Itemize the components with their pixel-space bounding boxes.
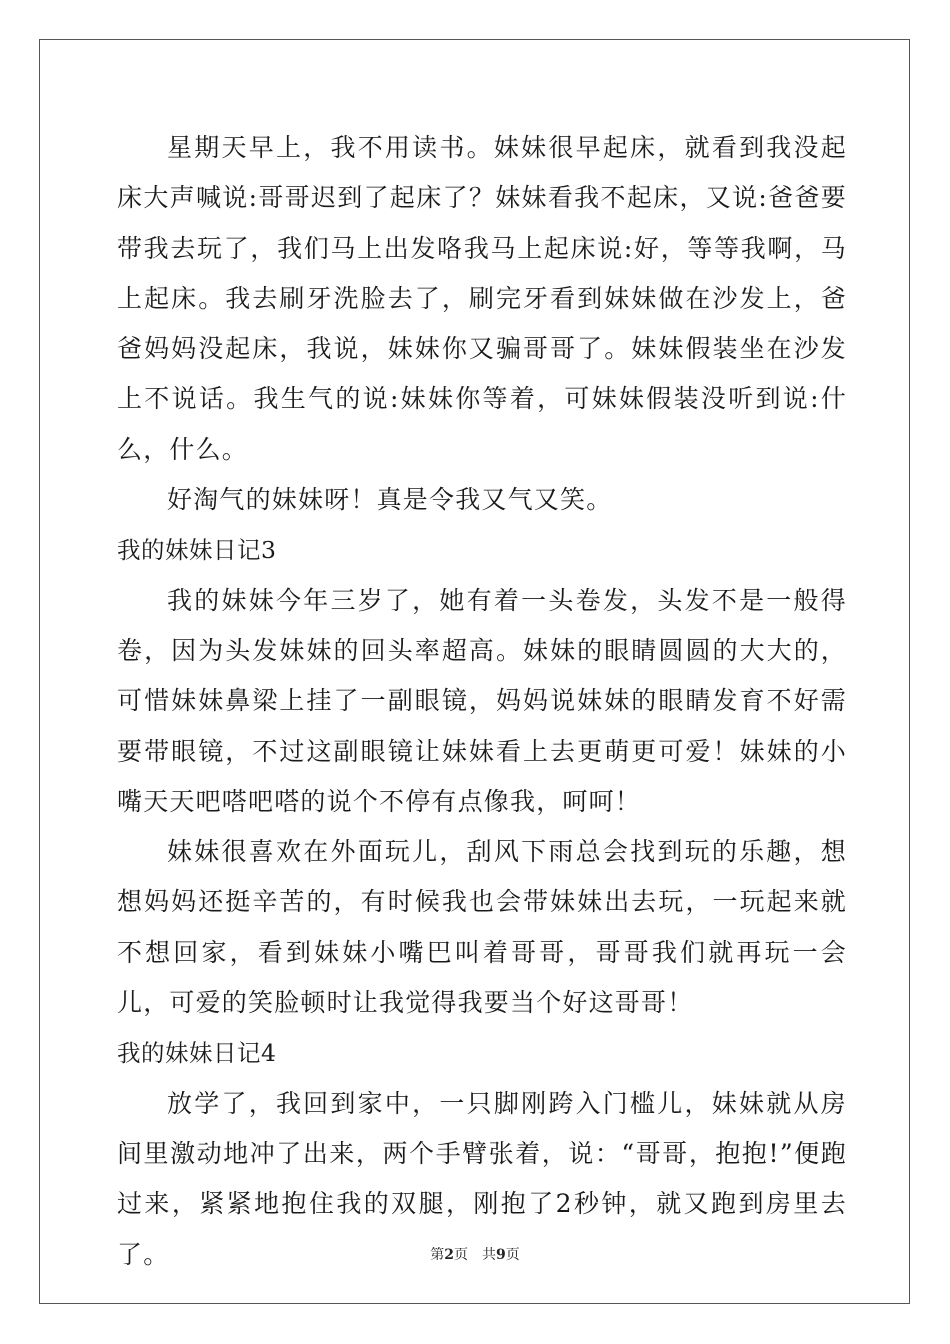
paragraph: 好淘气的妹妹呀！真是令我又气又笑。 [167,485,613,515]
total-suffix: 页 [505,1247,520,1263]
page-total: 9 [496,1247,506,1263]
paragraph: 我的妹妹今年三岁了，她有着一头卷发，头发不是一般得卷，因为头发妹妹的回头率超高。妹妹的眼睛圆圆的大大的，可惜妹妹鼻梁上挂了一副眼镜，妈妈说妹妹的眼睛发育不好需要带眼镜，不过这副眼镜让妹妹看上去更萌更可爱！妹妹的小嘴天天吧嗒吧嗒的说个不停有点像我，呵呵！ [117,585,847,816]
page-current: 2 [444,1247,454,1263]
page-suffix: 页 [454,1247,468,1263]
paragraph: 放学了，我回到家中，一只脚刚跨入门槛儿，妹妹就从房间里激动地冲了出来，两个手臂张着，说：“哥哥，抱抱!”便跑过来，紧紧地抱住我的双腿，刚抱了2秒钟，就又跑到房里去了。 [117,1088,847,1269]
document-body [117,123,847,1280]
section-heading: 我的妹妹日记3 [117,536,277,565]
page-footer [0,1244,950,1264]
total-prefix: 共 [482,1247,496,1263]
paragraph: 星期天早上，我不用读书。妹妹很早起床，就看到我没起床大声喊说:哥哥迟到了起床了？妹妹看我不起床，又说:爸爸要带我去玩了，我们马上出发咯我马上起床说:好，等等我啊，马上起床。我去刷牙洗脸去了，刷完牙看到妹妹做在沙发上，爸爸妈妈没起床，我说，妹妹你又骗哥哥了。妹妹假装坐在沙发上不说话。我生气的说:妹妹你等着，可妹妹假装没听到说:什么，什么。 [117,133,847,464]
section-heading: 我的妹妹日记4 [117,1039,277,1068]
page-prefix: 第 [430,1247,445,1263]
paragraph: 妹妹很喜欢在外面玩儿，刮风下雨总会找到玩的乐趣，想想妈妈还挺辛苦的，有时候我也会带妹妹出去玩，一玩起来就不想回家，看到妹妹小嘴巴叫着哥哥，哥哥我们就再玩一会儿，可爱的笑脸顿时让我觉得我要当个好这哥哥！ [117,837,847,1018]
